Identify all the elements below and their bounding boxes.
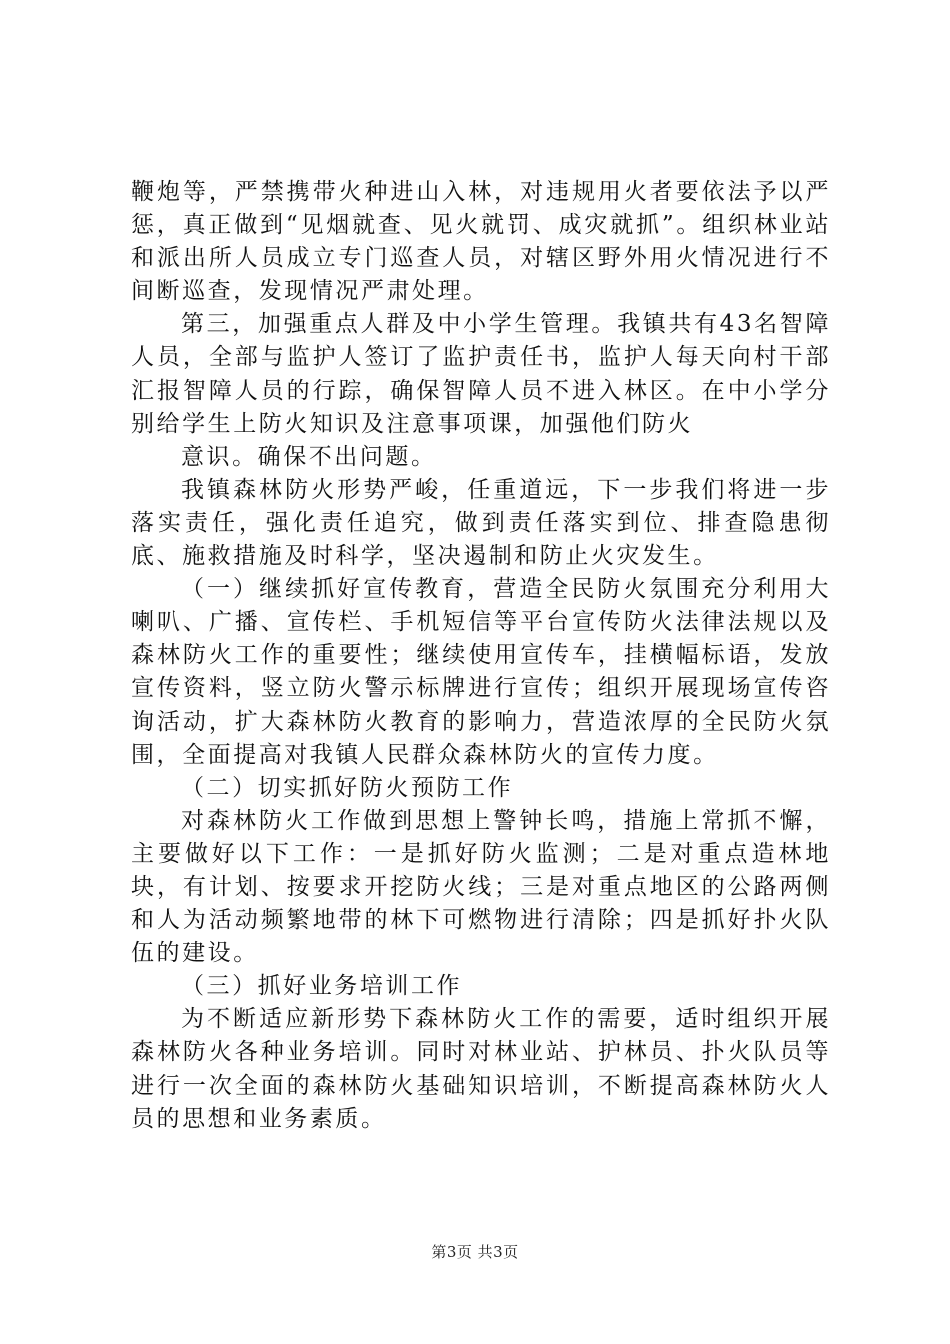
page-number-footer: 第3页 共3页 — [431, 1243, 519, 1261]
paragraph-continuation: 鞭炮等，严禁携带火种进山入林，对违规用火者要依法予以严惩，真正做到“见烟就查、见火就罚、成灾就抓”。组织林业站和派出所人员成立专门巡查人员，对辖区野外用火情况进行不间断巡查，发现情况严肃处理。 — [131, 179, 831, 305]
paragraph-next-steps: 我镇森林防火形势严峻，任重道远，下一步我们将进一步落实责任，强化责任追究，做到责任落实到位、排查隐患彻底、施救措施及时科学，坚决遏制和防止火灾发生。 — [131, 476, 831, 570]
paragraph-prevention: 对森林防火工作做到思想上警钟长鸣，措施上常抓不懈，主要做好以下工作：一是抓好防火监测；二是对重点造林地块，有计划、按要求开挖防火线；三是对重点地区的公路两侧和人为活动频繁地带的林下可燃物进行清除；四是抓好扑火队伍的建设。 — [131, 807, 831, 967]
section-heading-prevention: （二）切实抓好防火预防工作 — [181, 774, 514, 801]
paragraph-training: 为不断适应新形势下森林防火工作的需要，适时组织开展森林防火各种业务培训。同时对林业站、护林员、扑火队员等进行一次全面的森林防火基础知识培训，不断提高森林防火人员的思想和业务素质。 — [131, 1006, 831, 1132]
document-body — [131, 176, 831, 1136]
paragraph-publicity: （一）继续抓好宣传教育，营造全民防火氛围充分利用大喇叭、广播、宣传栏、手机短信等平台宣传防火法律法规以及森林防火工作的重要性；继续使用宣传车，挂横幅标语，发放宣传资料，竖立防火警示标牌进行宣传；组织开展现场宣传咨询活动，扩大森林防火教育的影响力，营造浓厚的全民防火氛围，全面提高对我镇人民群众森林防火的宣传力度。 — [131, 576, 831, 768]
paragraph-awareness: 意识。确保不出问题。 — [181, 443, 437, 470]
paragraph-key-groups: 第三，加强重点人群及中小学生管理。我镇共有43名智障人员，全部与监护人签订了监护责任书，监护人每天向村干部汇报智障人员的行踪，确保智障人员不进入林区。在中小学分别给学生上防火知识及注意事项课，加强他们防火 — [131, 311, 831, 437]
section-heading-training: （三）抓好业务培训工作 — [181, 973, 463, 1000]
